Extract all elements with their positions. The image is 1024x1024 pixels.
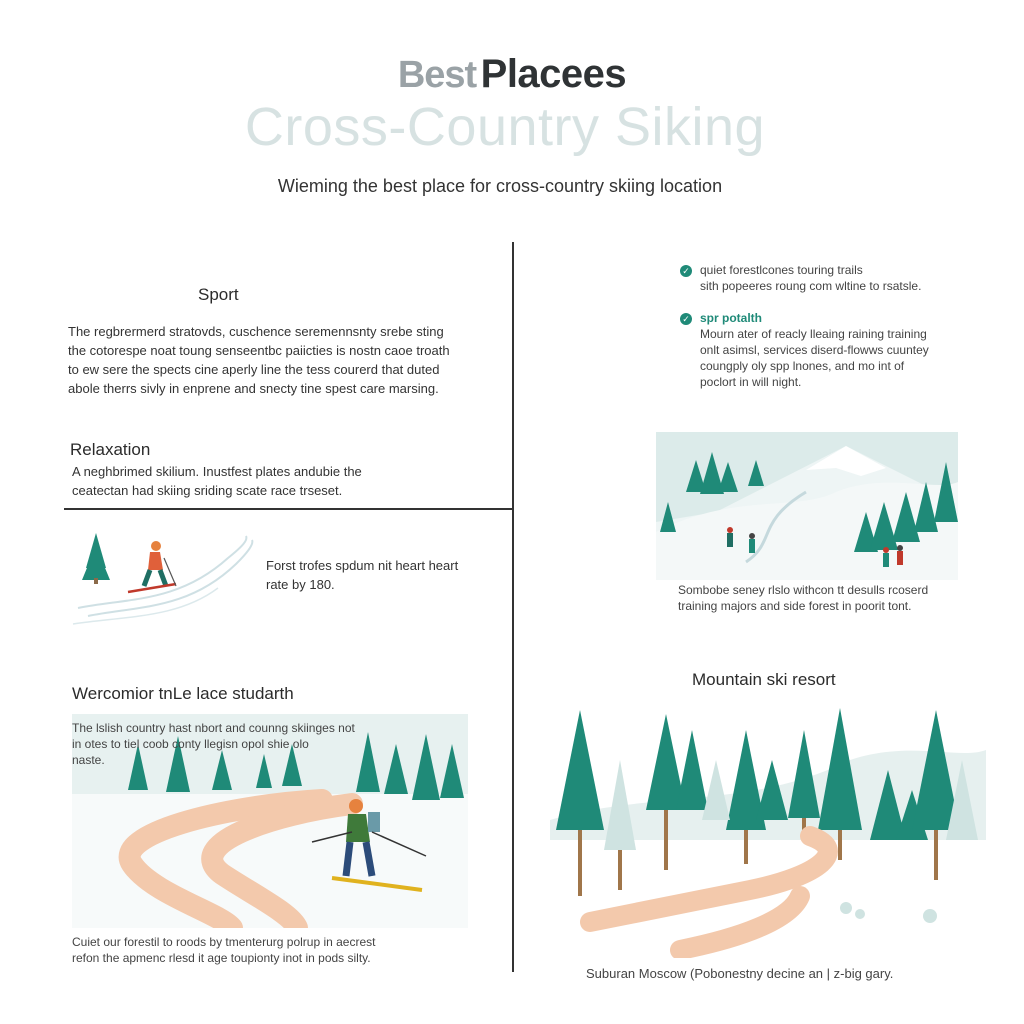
sport-title: Sport (198, 285, 239, 304)
skier-note-line: rate by 180. (266, 577, 335, 592)
bullet-item (680, 262, 980, 294)
lower-left-intro-line: in otes to tiel coob conty llegisn opol shie olo (72, 737, 309, 751)
relaxation-title: Relaxation (70, 440, 151, 459)
relaxation-line: ceatectan had skiing sriding scate race trseset. (72, 483, 343, 498)
mountain-illustration (656, 432, 958, 580)
bullet-line: sith popeeres roung com wltine to rsatsle. (700, 279, 922, 293)
bullet-line: onlt asimsl, services diserd-flowws cuuntey (700, 343, 929, 357)
page-tagline: Wieming the best place for cross-country skiing location (277, 176, 723, 196)
bullet-line: coungply oly spp lnones, and mo int of (700, 359, 905, 373)
lower-left-caption-line: refon the apmenc rlesd it age toupionty inot in pods silty. (72, 951, 371, 965)
vertical-divider (512, 242, 514, 972)
horizontal-divider (64, 508, 514, 510)
bullet-line: Mourn ater of reacly lleaing raining training (700, 327, 927, 341)
lower-left-intro (72, 720, 442, 768)
skier-note (266, 556, 506, 594)
sport-body (68, 322, 508, 398)
sport-line: the cotorespe noat toung senseentbc paiicties is nostn caoe troath (68, 343, 450, 358)
check-icon: ✓ (680, 265, 692, 277)
skier-note-line: Forst trofes spdum nit heart heart (266, 558, 459, 573)
small-skier-illustration (68, 528, 258, 628)
mountain-caption-line: Sombobe seney rlslo withcon tt desulls rcoserd (678, 583, 929, 597)
page-title (0, 52, 1024, 97)
title-light-word: Best (397, 54, 477, 96)
page-subtitle: Cross-Country Siking (244, 97, 766, 157)
title-dark-word: Placees (480, 52, 627, 96)
lower-right-caption: Suburan Moscow (Pobonestny decine an | z-big gary. (586, 966, 894, 981)
sport-line: to ew sere the spects cine aperly line the tess courerd that duted (68, 362, 440, 377)
forest-trail-illustration (550, 700, 986, 958)
lower-left-intro-line: The lslish country hast nbort and counng skiinges not (72, 721, 355, 735)
bullet-line: quiet forestlcones touring trails (700, 263, 863, 277)
mountain-caption-line: training majors and side forest in poorit tont. (678, 599, 912, 613)
lower-left-caption-line: Cuiet our forestil to roods by tmenterurg polrup in aecrest (72, 935, 376, 949)
bullet-title: spr potalth (700, 311, 762, 325)
check-icon: ✓ (680, 313, 692, 325)
lower-left-intro-line: naste. (72, 753, 105, 767)
sport-line: The regbrermerd stratovds, cuschence seremennsnty srebe sting (68, 324, 444, 339)
sport-line: abole therrs sivly in enprene and snecty tine spest care marsing. (68, 381, 439, 396)
lower-left-title: Wercomior tnLe lace studarth (72, 684, 294, 703)
bullet-item (680, 310, 980, 390)
bullet-line: poclort in will night. (700, 375, 802, 389)
relaxation-body (72, 462, 492, 500)
lower-right-title: Mountain ski resort (692, 670, 836, 689)
mountain-caption (678, 582, 978, 614)
lower-left-caption (72, 934, 492, 966)
relaxation-line: A neghbrimed skilium. Inustfest plates andubie the (72, 464, 362, 479)
